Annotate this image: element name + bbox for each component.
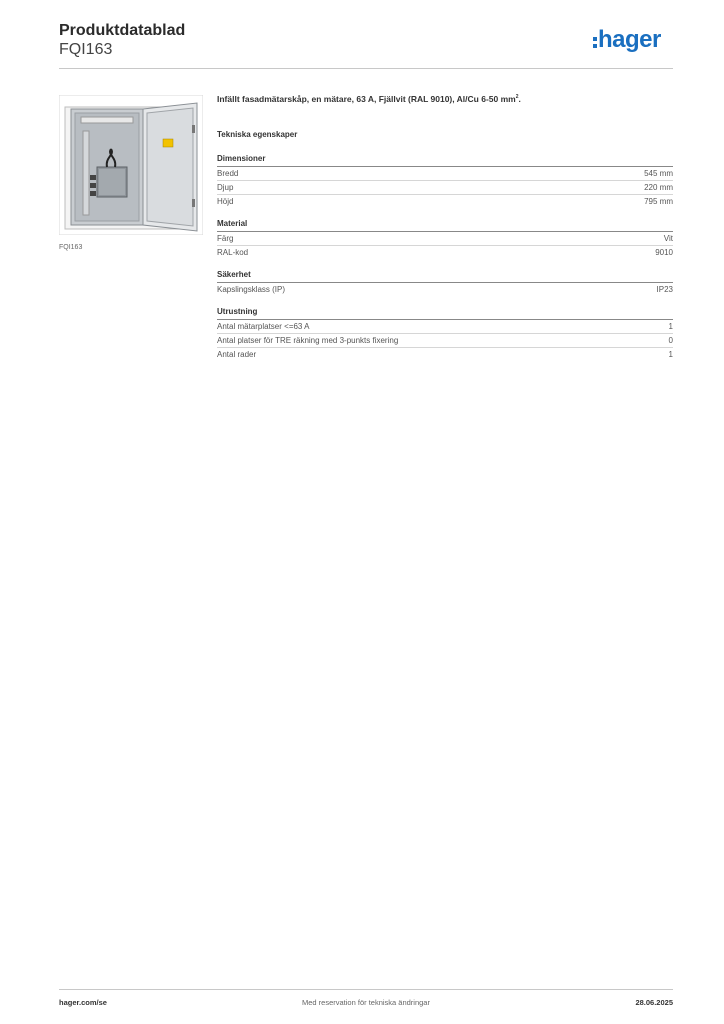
logo-text: hager	[598, 26, 661, 53]
spec-value: Vit	[663, 234, 673, 243]
spec-label: Antal mätarplatser <=63 A	[217, 322, 310, 331]
spec-section	[217, 218, 673, 259]
spec-row	[217, 246, 673, 259]
spec-label: RAL-kod	[217, 248, 249, 257]
footer-divider	[59, 989, 673, 990]
section-title: Säkerhet	[217, 269, 673, 283]
product-description	[217, 94, 673, 104]
spec-row	[217, 232, 673, 246]
header-divider	[59, 68, 673, 69]
section-title: Dimensioner	[217, 153, 673, 167]
spec-sections	[217, 153, 673, 361]
spec-row	[217, 320, 673, 334]
spec-label: Bredd	[217, 169, 239, 178]
spec-label: Antal rader	[217, 350, 257, 359]
spec-label: Djup	[217, 183, 234, 192]
description-end: .	[518, 94, 521, 104]
section-title: Utrustning	[217, 306, 673, 320]
spec-row	[217, 167, 673, 181]
spec-row	[217, 181, 673, 195]
footer-website[interactable]: hager.com/se	[59, 998, 107, 1007]
spec-value: 1	[668, 350, 673, 359]
spec-label: Antal platser för TRE räkning med 3-punkts fixering	[217, 336, 399, 345]
section-title: Material	[217, 218, 673, 232]
meter-cabinet-photo-icon	[59, 95, 203, 235]
spec-value: 795 mm	[644, 197, 673, 206]
spec-value: IP23	[656, 285, 673, 294]
hager-logo	[593, 28, 673, 54]
document-title: Produktdatablad	[59, 22, 186, 39]
spec-row	[217, 195, 673, 208]
spec-label: Höjd	[217, 197, 234, 206]
spec-value: 1	[668, 322, 673, 331]
spec-value: 0	[668, 336, 673, 345]
image-caption: FQI163	[59, 244, 83, 251]
footer-disclaimer: Med reservation för tekniska ändringar	[302, 998, 430, 1007]
spec-section	[217, 153, 673, 208]
logo-dots-icon	[593, 37, 597, 51]
footer-date: 28.06.2025	[635, 998, 673, 1007]
product-code: FQI163	[59, 41, 113, 58]
product-details	[217, 94, 673, 371]
spec-value: 220 mm	[644, 183, 673, 192]
spec-row	[217, 348, 673, 361]
spec-value: 9010	[655, 248, 673, 257]
spec-label: Färg	[217, 234, 234, 243]
technical-properties-heading: Tekniska egenskaper	[217, 130, 298, 139]
description-text: Infällt fasadmätarskåp, en mätare, 63 A, Fjällvit (RAL 9010), Al/Cu 6-50 mm	[217, 94, 516, 104]
page-header	[59, 20, 673, 70]
spec-value: 545 mm	[644, 169, 673, 178]
spec-label: Kapslingsklass (IP)	[217, 285, 286, 294]
description-superscript: 2	[515, 94, 519, 101]
spec-row	[217, 334, 673, 348]
spec-section	[217, 269, 673, 296]
spec-section	[217, 306, 673, 361]
spec-row	[217, 283, 673, 296]
